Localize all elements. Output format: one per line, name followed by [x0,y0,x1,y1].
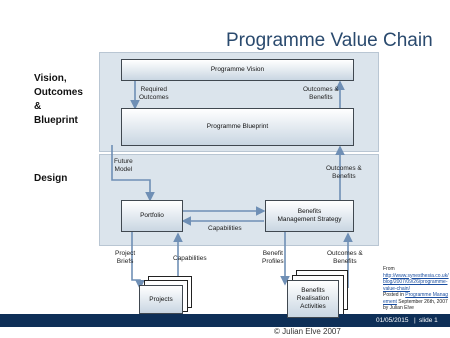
label-future-model: Future Model [114,158,133,173]
side-label-vision: Vision, Outcomes & Blueprint [34,73,83,126]
copyright: © Julian Elve 2007 [274,327,341,336]
label-project-briefs: Project Briefs [115,250,136,265]
portfolio-box: Portfolio [121,200,183,232]
label-benefit-profiles: Benefit Profiles [262,250,284,265]
source-posted-suffix: September 26th, 2007 by Julian Elve [383,298,448,311]
label-capabilities-mid: Capabilities [208,225,242,232]
footer-date: 01/05/2015 [376,317,409,324]
benefits-strategy-box: Benefits Management Strategy [265,200,354,232]
source-note [383,266,449,312]
label-outcomes-benefits-1: Outcomes & Benefits [303,86,339,101]
footer-bar [0,314,450,327]
source-note-prefix: From [383,266,395,272]
programme-blueprint-box: Programme Blueprint [121,108,354,146]
slide-title: Programme Value Chain [226,30,433,51]
label-required-outcomes: Required Outcomes [139,86,169,101]
footer-separator: | [414,317,416,324]
category-link[interactable]: Programme Management [383,292,449,305]
label-capabilities-low: Capabilities [173,255,207,262]
source-link[interactable]: http://www.synesthesia.co.uk/blog/2007/09/26/programme-value-chain/ [383,272,449,292]
side-label-design: Design [34,173,68,184]
label-outcomes-benefits-3: Outcomes & Benefits [327,250,363,265]
benefits-activities-box: Benefits Realisation Activities [287,280,339,318]
programme-vision-box: Programme Vision [121,59,354,81]
label-outcomes-benefits-2: Outcomes & Benefits [326,165,362,180]
source-posted-prefix: Posted in [383,292,404,298]
footer-slide-number: slide 1 [419,317,438,324]
projects-box: Projects [139,285,183,314]
